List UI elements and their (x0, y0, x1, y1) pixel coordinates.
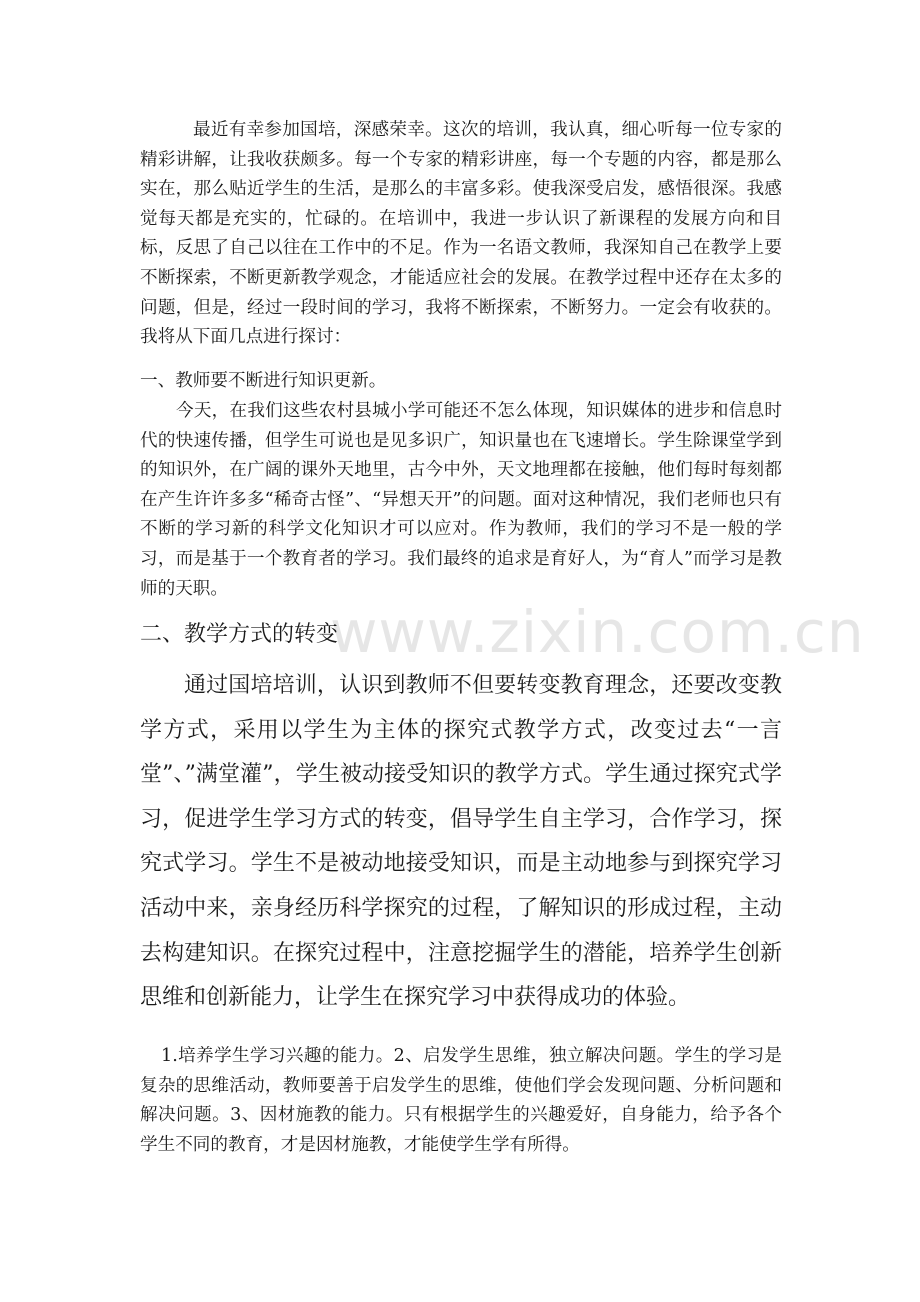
section-heading-knowledge: 一、教师要不断进行知识更新。 (140, 371, 387, 391)
intro-paragraph: 最近有幸参加国培，深感荣幸。这次的培训，我认真，细心听每一位专家的精彩讲解，让我收获颇多。每一个专家的精彩讲座，每一个专题的内容，都是那么实在，那么贴近学生的生活，是那么的丰富多彩。使我深受启发，感悟很深。我感觉每天都是充实的，忙碌的。在培训中，我进一步认识了新课程的发展方向和目标，反思了自己以往在工作中的不足。作为一名语文教师，我深知自己在教学上要不断探索，不断更新教学观念，才能适应社会的发展。在教学过程中还存在太多的问题，但是，经过一段时间的学习，我将不断探索，不断努力。一定会有收获的。我将从下面几点进行探讨： (140, 120, 782, 348)
section-heading-method: 二、教学方式的转变 (140, 622, 339, 647)
watermark: www.zixin.com.cn (330, 598, 865, 666)
method-paragraph: 通过国培培训，认识到教师不但要转变教育理念，还要改变教学方式，采用以学生为主体的探究式教学方式，改变过去“一言堂”、”满堂灌”，学生被动接受知识的教学方式。学生通过探究式学习，促进学生学习方式的转变，倡导学生自主学习，合作学习，探究式学习。学生不是被动地接受知识，而是主动地参与到探究学习活动中来，亲身经历科学探究的过程，了解知识的形成过程，主动去构建知识。在探究过程中，注意挖掘学生的潜能，培养学生创新思维和创新能力，让学生在探究学习中获得成功的体验。 (140, 673, 782, 1011)
knowledge-paragraph: 今天，在我们这些农村县城小学可能还不怎么体现，知识媒体的进步和信息时代的快速传播，但学生可说也是见多识广，知识量也在飞速增长。学生除课堂学到的知识外，在广阔的课外天地里，古今中外，天文地理都在接触，他们每时每刻都在产生许许多多“稀奇古怪”、“异想天开”的问题。面对这种情况，我们老师也只有不断的学习新的科学文化知识才可以应对。作为教师，我们的学习不是一般的学习，而是基于一个教育者的学习。我们最终的追求是育好人，为“育人”而学习是教师的天职。 (140, 401, 782, 599)
abilities-paragraph: 1.培养学生学习兴趣的能力。2、启发学生思维，独立解决问题。学生的学习是复杂的思维活动，教师要善于启发学生的思维，使他们学会发现问题、分析问题和解决问题。3、因材施教的能力。只有根据学生的兴趣爱好，自身能力，给予各个学生不同的教育，才是因材施教，才能使学生学有所得。 (140, 1046, 782, 1155)
